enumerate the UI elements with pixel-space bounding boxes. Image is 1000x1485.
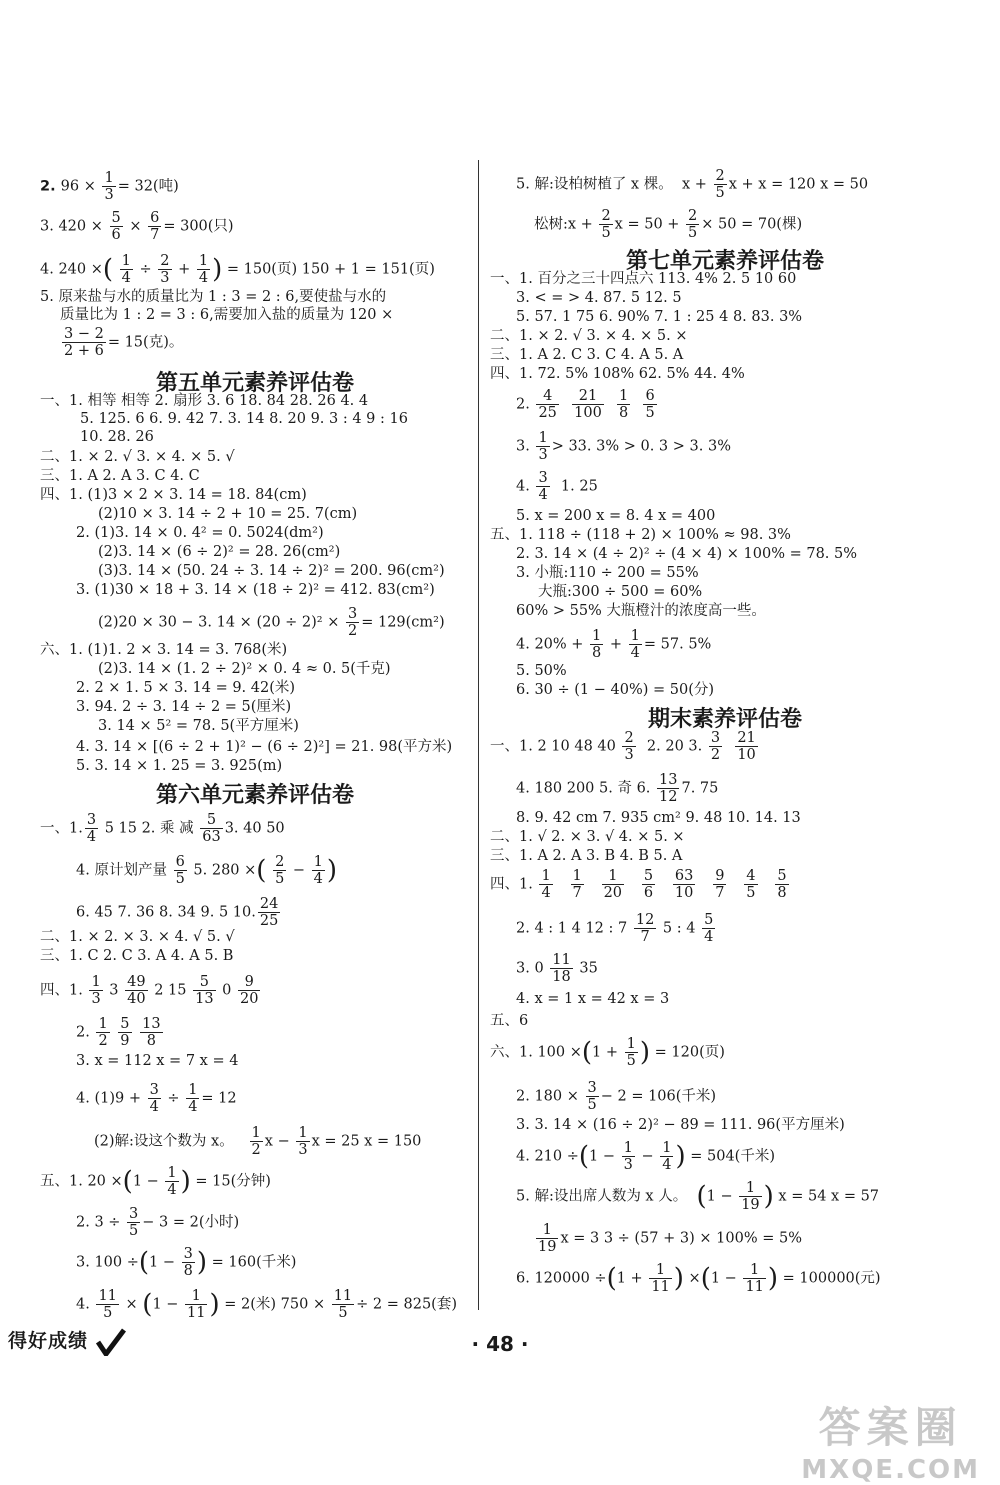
answer-line: $\frac{1}{19}$ x = 3 3 ÷ (57 + 3) × 100% = 5% [538,1222,802,1255]
watermark: 答案圈 MXQE.COM [801,1403,980,1485]
answer-line: 3. 420 × $\frac{5}{6}$ × $\frac{6}{7}$ = 300(只) [40,210,234,243]
answer-line: 3. x = 112 x = 7 x = 4 [76,1053,239,1069]
answer-line: 四、1. (1)3 × 2 × 3. 14 = 18. 84(cm) [40,487,307,503]
answer-line: (2)3. 14 × (6 ÷ 2)² = 28. 26(cm²) [98,544,341,560]
brand-logo: 得好成绩 [8,1326,126,1356]
answer-line: 4. 3. 14 × [(6 ÷ 2 + 1)² − (6 ÷ 2)²] = 21. 98(平方米) [76,739,453,755]
answer-line: 3. (1)30 × 18 + 3. 14 × (18 ÷ 2)² = 412. 83(cm²) [76,582,435,598]
answer-line: 3. 0 $\frac{11}{18}$ 35 [516,952,598,985]
answer-line: 2. 96 × $\frac{1}{3}$ = 32(吨) [40,170,179,203]
answer-line: 一、1. $\frac{3}{4}$ 5 15 2. 乘 减 $\frac{5}{63}$ 3. 40 50 [40,812,285,845]
column-divider [478,160,479,1310]
answer-line: 2. 4 : 1 4 12 : 7 $\frac{12}{7}$ 5 : 4 $\frac{5}{4}$ [516,912,714,945]
answer-line: 一、1. 2 10 48 40 $\frac{2}{3}$ 2. 20 3. $\frac{3}{2}$ $\frac{21}{10}$ [490,730,756,763]
answer-line: 三、1. A 2. A 3. C 4. C [40,468,200,484]
answer-line: 2. 2 × 1. 5 × 3. 14 = 9. 42(米) [76,680,296,696]
answer-line: 二、1. × 2. × 3. × 4. √ 5. √ [40,929,235,945]
answer-line: 五、6 [490,1013,529,1029]
answer-line: (2)10 × 3. 14 ÷ 2 + 10 = 25. 7(cm) [98,506,358,522]
answer-line: 三、1. A 2. C 3. C 4. A 5. A [490,347,684,363]
answer-line: 5. 125. 6 6. 9. 42 7. 3. 14 8. 20 9. 3 : 4 9 : 16 [80,411,408,427]
answer-line: 4. 240 ×( $\frac{1}{4}$ ÷ $\frac{2}{3}$ + $\frac{1}{4}$ ) = 150(页) 150 + 1 = 151(页) [40,253,435,286]
answer-line: 4. 180 200 5. 奇 6. $\frac{13}{12}$ 7. 75 [516,772,719,805]
page-number: · 48 · [471,1332,529,1356]
answer-line: 三、1. A 2. A 3. B 4. B 5. A [490,848,683,864]
answer-line: 五、1. 20 ×(1 − $\frac{1}{4}$ ) = 15(分钟) [40,1165,271,1198]
answer-line: $\frac{3 - 2}{2 + 6}$ = 15(克)。 [64,326,184,359]
answer-line: 四、1. 72. 5% 108% 62. 5% 44. 4% [490,366,745,382]
answer-line: 2. $\frac{4}{25}$ $\frac{21}{100}$ $\frac{1}{8}$ $\frac{6}{5}$ [516,388,655,421]
answer-line: 5. 原来盐与水的质量比为 1 : 3 = 2 : 6,要使盐与水的 [40,289,387,305]
answer-line: 10. 28. 26 [80,429,154,445]
answer-line: 四、1. $\frac{1}{3}$ 3 $\frac{49}{40}$ 2 15 $\frac{5}{13}$ 0 $\frac{9}{20}$ [40,974,259,1007]
answer-line: 3. 小瓶:110 ÷ 200 = 55% [516,565,699,581]
answer-line: 五、1. 118 ÷ (118 + 2) × 100% ≈ 98. 3% [490,527,791,543]
answer-line: 四、1. $\frac{1}{4}$ $\frac{1}{7}$ $\frac{1}{20}$ $\frac{5}{6}$ $\frac{63}{10}$ $\frac{9}{7}$ $\frac{4}{5}$ $\frac{5}{8}$ [490,868,787,901]
answer-line: 二、1. × 2. √ 3. × 4. × 5. × [490,328,688,344]
answer-line: 5. x = 200 x = 8. 4 x = 400 [516,508,716,524]
answer-line: 6. 120000 ÷(1 + $\frac{1}{11}$ ) ×(1 − $\frac{1}{11}$ ) = 100000(元) [516,1262,881,1295]
answer-line: 2. 3. 14 × (4 ÷ 2)² ÷ (4 × 4) × 100% = 78. 5% [516,546,858,562]
answer-line: 3. 14 × 5² = 78. 5(平方厘米) [98,718,299,734]
answer-line: (2)3. 14 × (1. 2 ÷ 2)² × 0. 4 ≈ 0. 5(千克) [98,661,391,677]
answer-line: 六、1. 100 ×(1 + $\frac{1}{5}$ ) = 120(页) [490,1036,725,1069]
answer-line: 大瓶:300 ÷ 500 = 60% [538,584,703,600]
answer-line: 6. 45 7. 36 8. 34 9. 5 10. $\frac{24}{25}$ [76,896,279,929]
answer-line: 5. 3. 14 × 1. 25 = 3. 925(m) [76,758,283,774]
answer-line: 5. 解:设出席人数为 x 人。 (1 − $\frac{1}{19}$ ) x = 54 x = 57 [516,1180,880,1213]
answer-line: 5. 57. 1 75 6. 90% 7. 1 : 25 4 8. 83. 3% [516,309,803,325]
answer-line: 5. 50% [516,663,567,679]
answer-line: (3)3. 14 × (50. 24 ÷ 3. 14 ÷ 2)² = 200. 96(cm²) [98,563,445,579]
answer-line: 3. < = > 4. 87. 5 12. 5 [516,290,682,306]
answer-line: 3. 100 ÷(1 − $\frac{3}{8}$ ) = 160(千米) [76,1246,297,1279]
answer-line: 2. $\frac{1}{2}$ $\frac{5}{9}$ $\frac{13}{8}$ [76,1016,161,1049]
answer-line: 一、1. 相等 相等 2. 扇形 3. 6 18. 84 28. 26 4. 4 [40,393,369,409]
answer-line: 三、1. C 2. C 3. A 4. A 5. B [40,948,234,964]
answer-line: 6. 30 ÷ (1 − 40%) = 50(分) [516,682,715,698]
answer-line: 二、1. √ 2. × 3. √ 4. × 5. × [490,829,685,845]
section-title: 第五单元素养评估卷 [155,371,354,396]
answer-line: 4. $\frac{11}{5}$ × (1 − $\frac{1}{11}$ ) = 2(米) 750 × $\frac{11}{5}$ ÷ 2 = 825(套) [76,1288,457,1321]
answer-line: 2. (1)3. 14 × 0. 4² = 0. 5024(dm²) [76,525,324,541]
answer-line: (2)解:设这个数为 x。 $\frac{1}{2}$ x − $\frac{1}{3}$ x = 25 x = 150 [94,1125,422,1158]
answer-line: 4. 20% + $\frac{1}{8}$ + $\frac{1}{4}$ = 57. 5% [516,628,712,661]
answer-line: 3. 94. 2 ÷ 3. 14 ÷ 2 = 5(厘米) [76,699,292,715]
answer-line: 3. 3. 14 × (16 ÷ 2)² − 89 = 111. 96(平方厘米) [516,1117,845,1133]
answer-line: 一、1. 百分之三十四点六 113. 4% 2. 5 10 60 [490,271,797,287]
section-title: 期末素养评估卷 [647,707,802,732]
answer-line: 质量比为 1 : 2 = 3 : 6,需要加入盐的质量为 120 × [60,307,394,323]
answer-line: 5. 解:设柏树植了 x 棵。 x + $\frac{2}{5}$ x + x = 120 x = 50 [516,168,869,201]
answer-line: 4. x = 1 x = 42 x = 3 [516,991,670,1007]
answer-line: 4. $\frac{3}{4}$ 1. 25 [516,470,598,503]
answer-line: 二、1. × 2. √ 3. × 4. × 5. √ [40,449,235,465]
answer-line: 8. 9. 42 cm 7. 935 cm² 9. 48 10. 14. 13 [516,810,801,826]
answer-line: 2. 3 ÷ $\frac{3}{5}$ − 3 = 2(小时) [76,1206,240,1239]
answer-line: 4. 210 ÷(1 − $\frac{1}{3}$ − $\frac{1}{4}$ ) = 504(千米) [516,1140,775,1173]
answer-line: 2. 180 × $\frac{3}{5}$ − 2 = 106(千米) [516,1080,717,1113]
section-title: 第七单元素养评估卷 [625,249,824,274]
section-title: 第六单元素养评估卷 [155,783,354,808]
answer-line: 六、1. (1)1. 2 × 3. 14 = 3. 768(米) [40,642,288,658]
answer-line: 3. $\frac{1}{3}$ > 33. 3% > 0. 3 > 3. 3% [516,430,731,463]
answer-line: 松树:x + $\frac{2}{5}$ x = 50 + $\frac{2}{5}$ × 50 = 70(棵) [534,208,803,241]
answer-line: (2)20 × 30 − 3. 14 × (20 ÷ 2)² × $\frac{3}{2}$ = 129(cm²) [98,606,445,639]
answer-line: 4. 原计划产量 $\frac{6}{5}$ 5. 280 ×( $\frac{2}{5}$ − $\frac{1}{4}$ ) [76,854,338,887]
answer-line: 60% > 55% 大瓶橙汁的浓度高一些。 [516,603,766,619]
answer-line: 4. (1)9 + $\frac{3}{4}$ ÷ $\frac{1}{4}$ = 12 [76,1082,237,1115]
